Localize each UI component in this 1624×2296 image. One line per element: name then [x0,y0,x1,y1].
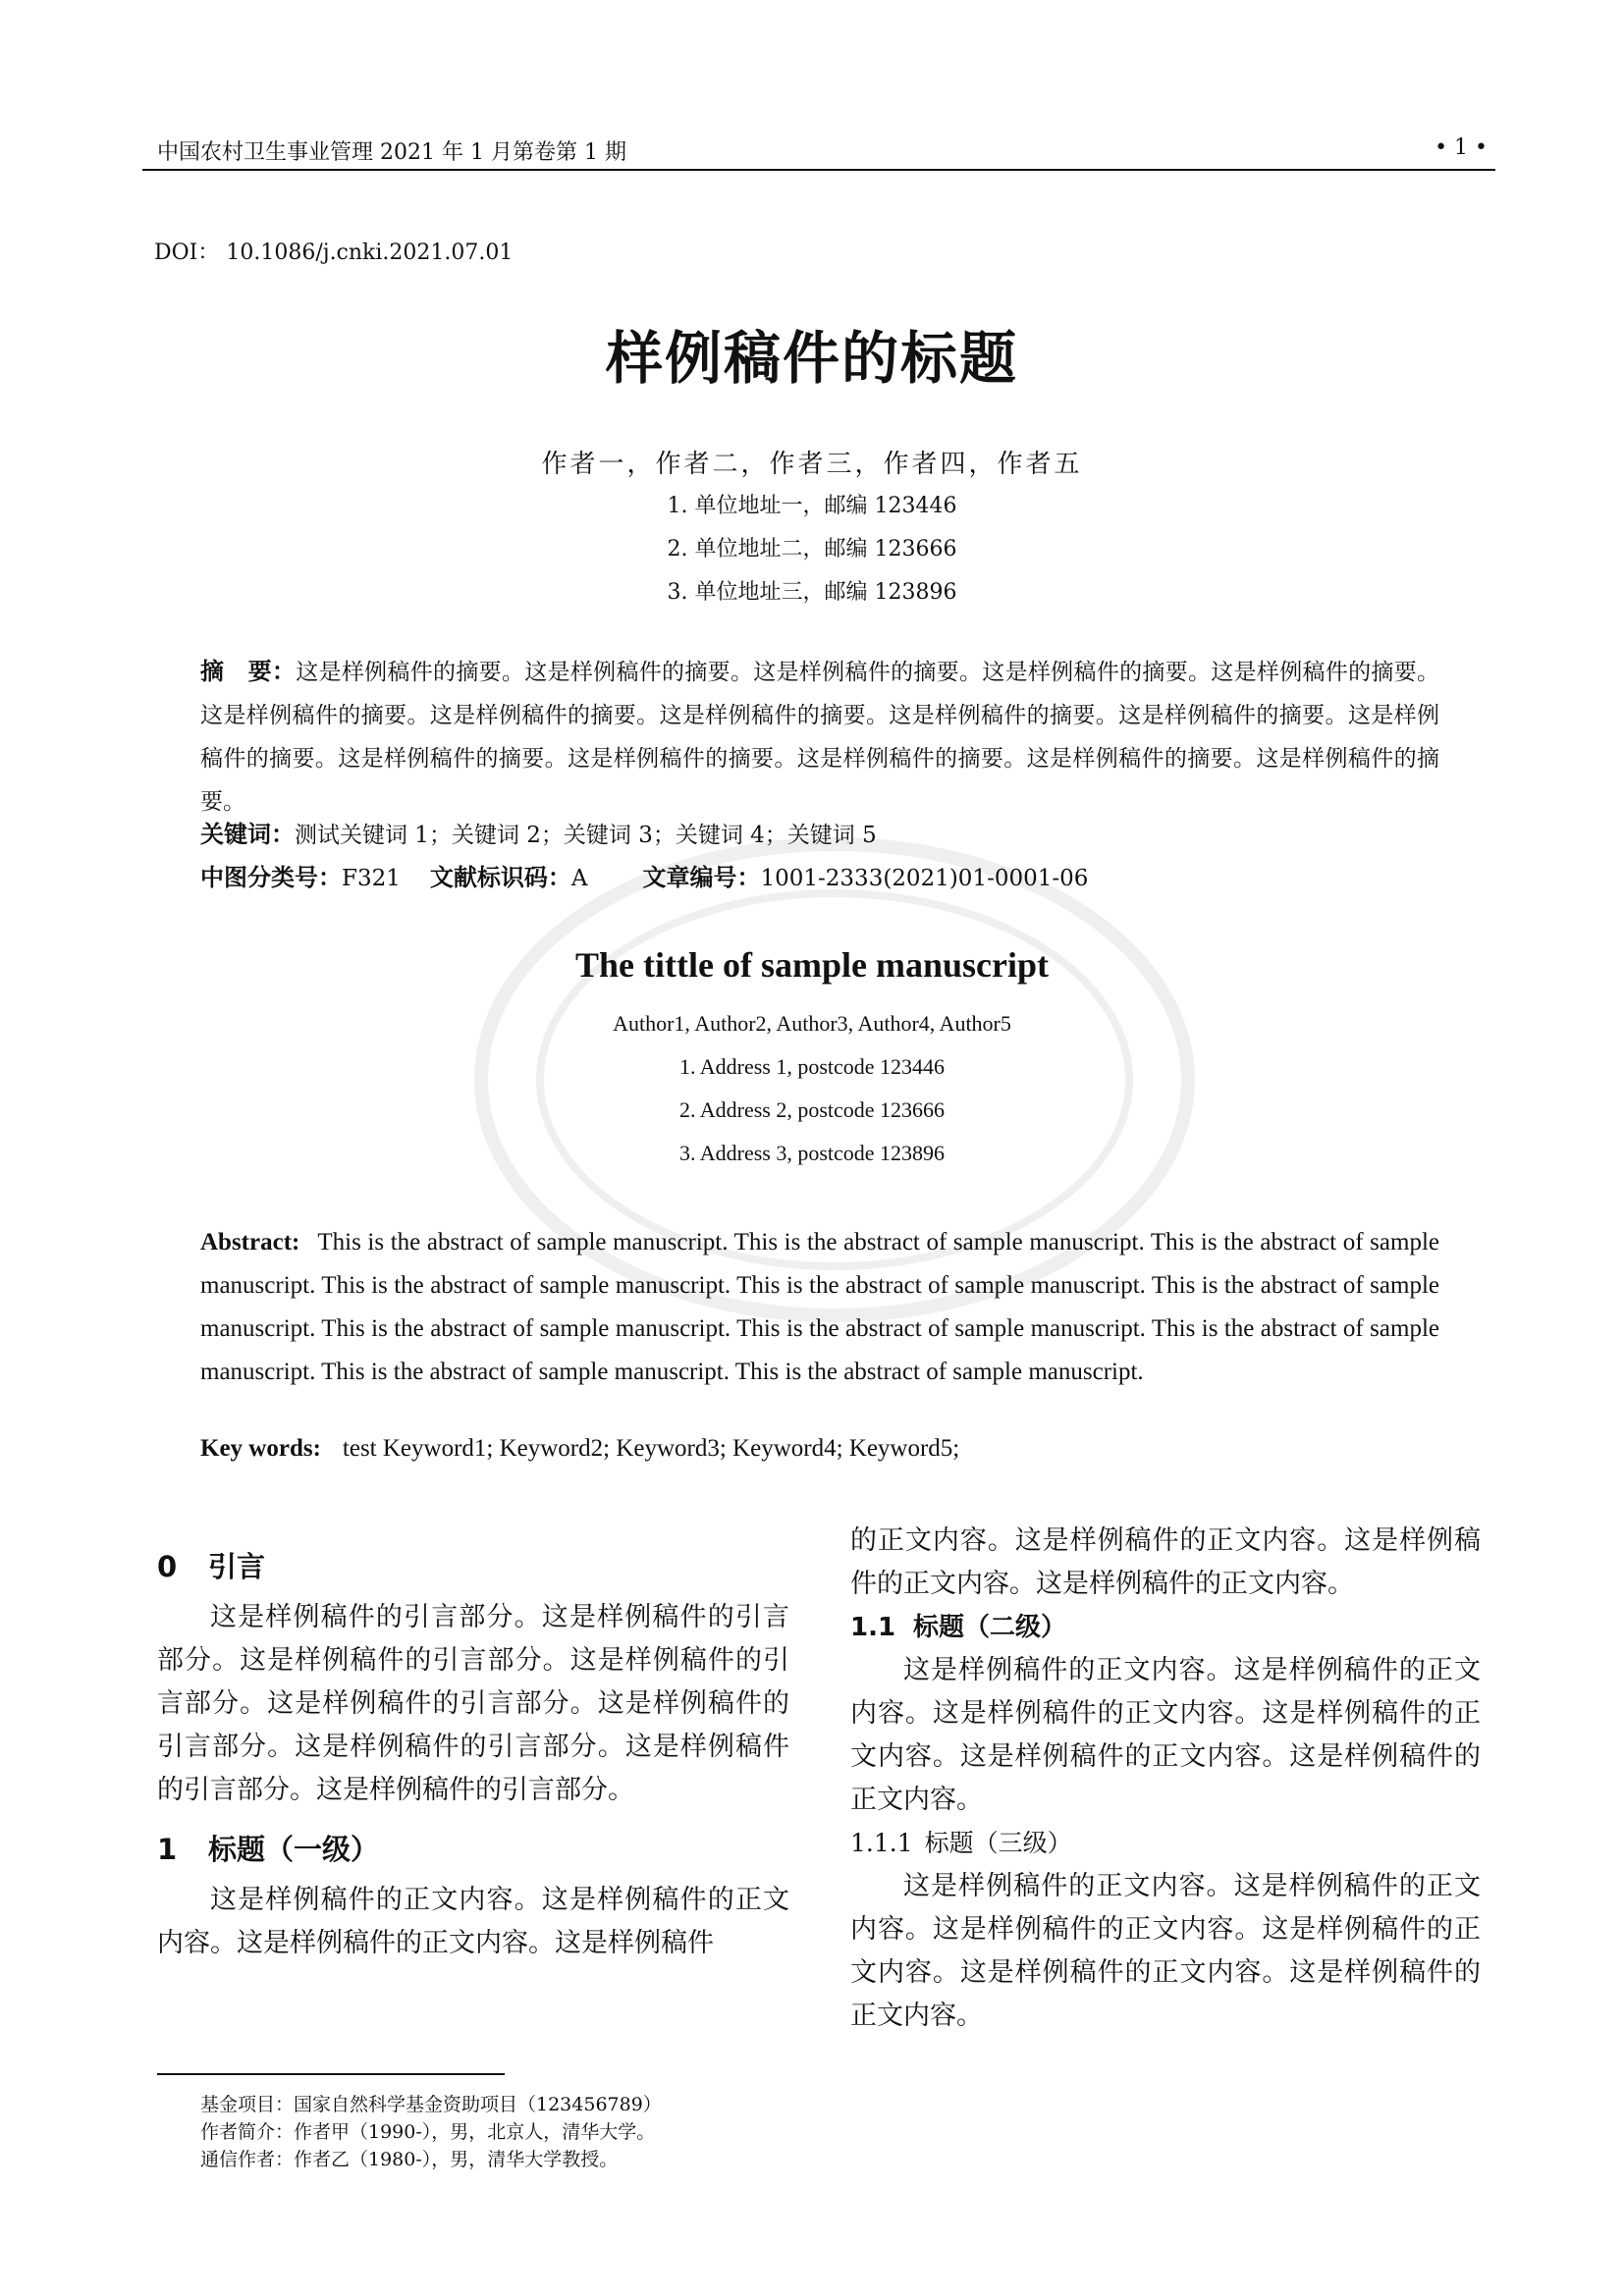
footnote-rule [157,2073,505,2075]
section-1-1-paragraph: 这是样例稿件的正文内容。这是样例稿件的正文内容。这是样例稿件的正文内容。这是样例稿件的正文内容。这是样例稿件的正文内容。这是样例稿件的正文内容。 [850,1655,1481,1815]
zh-abstract-text: 这是样例稿件的摘要。这是样例稿件的摘要。这是样例稿件的摘要。这是样例稿件的摘要。这是样例稿件的摘要。这是样例稿件的摘要。这是样例稿件的摘要。这是样例稿件的摘要。这是样例稿件的摘要。这是样例稿件的摘要。这是样例稿件的摘要。这是样例稿件的摘要。这是样例稿件的摘要。这是样例稿件的摘要。这是样例稿件的摘要。这是样例稿件的摘要。 [200,660,1440,815]
zh-affiliation-3: 3. 单位地址三，邮编 123896 [667,580,957,605]
zh-title: 样例稿件的标题 [605,325,1018,392]
doc-code-label: 文献标识码： [429,864,571,891]
en-authors: Author1, Author2, Author3, Author4, Author5 [613,1011,1011,1036]
section-1-1-number: 1.1 [850,1613,896,1642]
doc-code-value: A [570,866,588,891]
article-no-value: 1001-2333(2021)01-0001-06 [760,866,1089,891]
article-no-label: 文章编号： [642,864,761,891]
section-0-heading [157,1537,789,1596]
clc-value: F321 [342,866,401,891]
zh-affiliation-1: 1. 单位地址一，邮编 123446 [667,494,957,518]
zh-affiliation-2: 2. 单位地址二，邮编 123666 [667,537,957,561]
footnote-corresponding-author: 通信作者：作者乙（1980-），男，清华大学教授。 [200,2149,619,2170]
section-1-paragraph-part2: 的正文内容。这是样例稿件的正文内容。这是样例稿件的正文内容。这是样例稿件的正文内容。 [850,1525,1481,1599]
section-1-heading [157,1820,789,1879]
en-abstract [200,1221,1439,1394]
section-1-number: 1 [157,1833,178,1866]
zh-keywords [200,815,877,849]
doi[interactable]: DOI： 10.1086/j.cnki.2021.07.01 [154,240,514,265]
en-affiliation-2: 2. Address 2, postcode 123666 [678,1097,946,1122]
section-0-number: 0 [157,1550,178,1583]
section-1-title: 标题（一级） [208,1833,380,1866]
clc-label: 中图分类号： [200,864,342,891]
classification-line [200,858,1088,892]
footnote-author-bio: 作者简介：作者甲（1990-），男，北京人，清华大学。 [200,2121,656,2143]
en-abstract-text: This is the abstract of sample manuscript. This is the abstract of sample manuscript. This is the abstract of sample manuscript. This is the abstract of sample manuscript. This is the abstract of sample manuscript. This is the abstract of sample manuscript. This is the abstract of sample manuscript. This is the abstract of sample manuscript. This is the abstract of sample manuscript. This is the abstract of sample manuscript. This is the abstract of sample manuscript. [200,1229,1439,1385]
en-keywords-text: test Keyword1; Keyword2; Keyword3; Keyword4; Keyword5; [342,1435,960,1462]
zh-abstract [200,650,1439,824]
section-1-1-1-heading [850,1822,1481,1865]
footnote-funding: 基金项目：国家自然科学基金资助项目（123456789） [200,2094,662,2115]
en-abstract-label: Abstract: [200,1229,300,1255]
en-affiliation-1: 1. Address 1, postcode 123446 [678,1054,946,1079]
page-number: • 1 • [1435,135,1488,160]
footnotes [200,2091,662,2173]
section-1-1-heading [850,1606,1481,1649]
header-rule [142,169,1495,171]
en-keywords [200,1435,959,1463]
body-left-column [157,1537,789,1965]
section-1-paragraph-part1: 这是样例稿件的正文内容。这是样例稿件的正文内容。这是样例稿件的正文内容。这是样例稿件 [157,1885,789,1958]
body-right-column [850,1520,1481,2038]
section-1-1-title: 标题（二级） [913,1613,1067,1642]
en-title: The tittle of sample manuscript [575,945,1049,985]
section-1-1-1-number: 1.1.1 [850,1829,913,1857]
en-keywords-label: Key words: [200,1435,321,1462]
zh-keywords-text: 测试关键词 1；关键词 2；关键词 3；关键词 4；关键词 5 [295,823,877,848]
section-1-1-1-paragraph: 这是样例稿件的正文内容。这是样例稿件的正文内容。这是样例稿件的正文内容。这是样例稿件的正文内容。这是样例稿件的正文内容。这是样例稿件的正文内容。 [850,1871,1481,2031]
zh-abstract-label: 摘 要： [200,658,297,685]
running-header [142,135,1495,173]
section-1-1-1-title: 标题（三级） [924,1829,1072,1857]
en-affiliation-3: 3. Address 3, postcode 123896 [678,1141,946,1165]
zh-keywords-label: 关键词： [200,821,295,848]
section-0-title: 引言 [208,1550,266,1583]
zh-authors: 作者一，作者二，作者三，作者四，作者五 [541,450,1083,479]
section-0-paragraph: 这是样例稿件的引言部分。这是样例稿件的引言部分。这是样例稿件的引言部分。这是样例稿件的引言部分。这是样例稿件的引言部分。这是样例稿件的引言部分。这是样例稿件的引言部分。这是样例稿件的引言部分。这是样例稿件的引言部分。 [157,1602,789,1805]
journal-issue: 中国农村卫生事业管理 2021 年 1 月第卷第 1 期 [157,140,626,165]
